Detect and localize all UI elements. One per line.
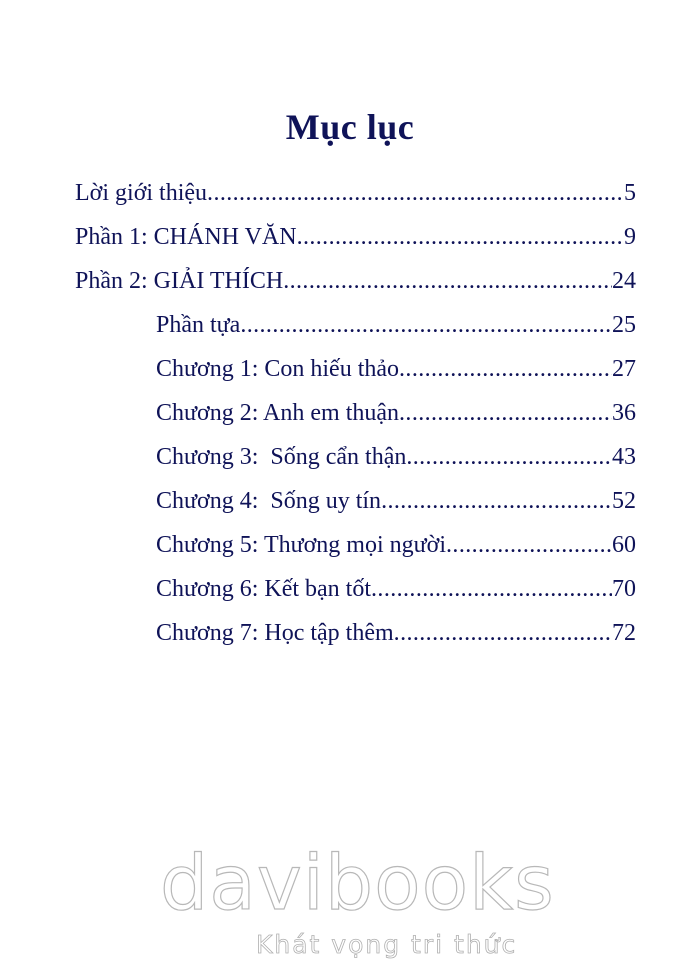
- toc-page-number: 25: [612, 312, 636, 338]
- toc-entry-label: Chương 4: Sống uy tín: [156, 488, 382, 514]
- toc-page-number: 43: [612, 444, 636, 470]
- toc-entry-label: Lời giới thiệu: [75, 180, 208, 206]
- toc-entry-label: Chương 5: Thương mọi người: [156, 532, 447, 558]
- toc-page-number: 60: [612, 532, 636, 558]
- toc-entry-label: Chương 6: Kết bạn tốt: [156, 576, 372, 602]
- toc-dot-leader: [283, 266, 612, 296]
- toc-entry-label: Chương 2: Anh em thuận: [156, 400, 400, 426]
- toc-entry-chapter-3[interactable]: [156, 442, 636, 472]
- toc-entry-chapter-4[interactable]: [156, 486, 636, 516]
- toc-dot-leader: [399, 354, 612, 384]
- toc-entry-chapter-2[interactable]: [156, 398, 636, 428]
- toc-page-number: 52: [612, 488, 636, 514]
- toc-entry-part-1[interactable]: [75, 222, 636, 252]
- toc-entry-chapter-7[interactable]: [156, 618, 636, 648]
- toc-page-number: 36: [612, 400, 636, 426]
- watermark-slogan: Khát vọng tri thức: [256, 930, 518, 959]
- toc-dot-leader: [381, 486, 612, 516]
- toc-dot-leader: [446, 530, 612, 560]
- toc-dot-leader: [240, 310, 612, 340]
- page-title: Mục lục: [285, 107, 415, 148]
- toc-dot-leader: [371, 574, 612, 604]
- watermark-brand-logo: davibooks: [160, 838, 555, 927]
- publisher-watermark: [160, 838, 560, 968]
- toc-dot-leader: [399, 398, 612, 428]
- toc-entry-introduction[interactable]: [75, 178, 636, 208]
- toc-page-number: 24: [612, 268, 636, 294]
- toc-entry-label: Phần 2: GIẢI THÍCH: [75, 268, 284, 294]
- toc-entry-part-2[interactable]: [75, 266, 636, 296]
- toc-entry-label: Chương 1: Con hiếu thảo: [156, 356, 400, 382]
- toc-page-number: 72: [612, 620, 636, 646]
- toc-page-number: 27: [612, 356, 636, 382]
- toc-page-number: 9: [624, 224, 636, 250]
- toc-page-number: 70: [612, 576, 636, 602]
- toc-entry-chapter-5[interactable]: [156, 530, 636, 560]
- toc-dot-leader: [207, 178, 624, 208]
- toc-entry-chapter-1[interactable]: [156, 354, 636, 384]
- toc-page-number: 5: [624, 180, 636, 206]
- toc-entry-label: Chương 7: Học tập thêm: [156, 620, 394, 646]
- toc-dot-leader: [406, 442, 612, 472]
- toc-entry-chapter-6[interactable]: [156, 574, 636, 604]
- toc-entry-preface[interactable]: [156, 310, 636, 340]
- toc-dot-leader: [394, 618, 612, 648]
- toc-dot-leader: [297, 222, 624, 252]
- toc-entry-label: Phần tựa: [156, 312, 241, 338]
- toc-entry-label: Phần 1: CHÁNH VĂN: [75, 224, 297, 250]
- toc-entry-label: Chương 3: Sống cẩn thận: [156, 444, 407, 470]
